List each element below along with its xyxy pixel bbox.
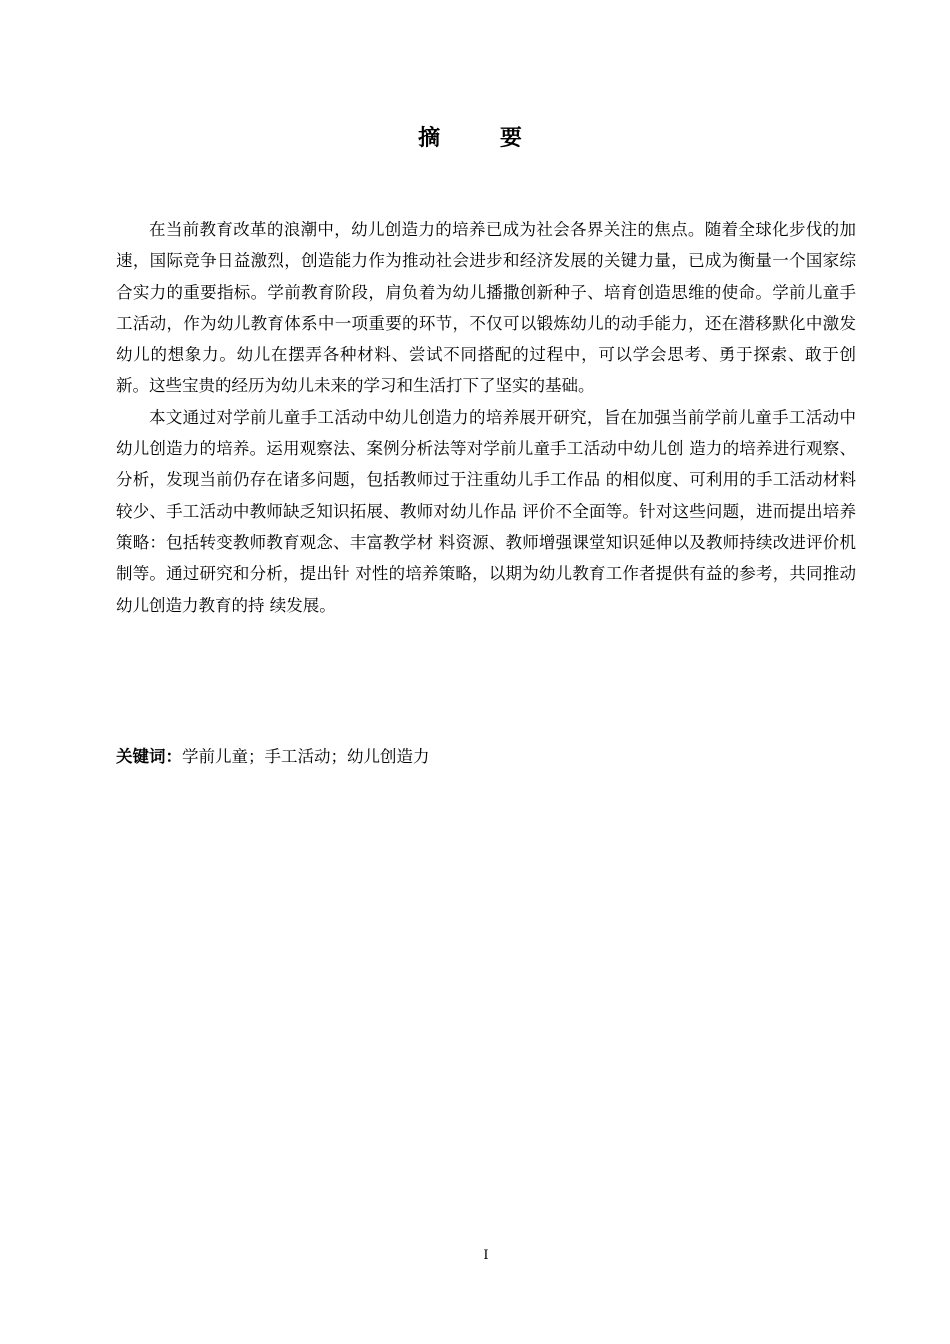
abstract-paragraph-1: 在当前教育改革的浪潮中，幼儿创造力的培养已成为社会各界关注的焦点。随着全球化步伐的加速，国际竞争日益激烈，创造能力作为推动社会进步和经济发展的关键力量，已成为衡量一个国家综合实力的重要指标。学前教育阶段，肩负着为幼儿播撒创新种子、培育创造思维的使命。学前儿童手工活动，作为幼儿教育体系中一项重要的环节，不仅可以锻炼幼儿的动手能力，还在潜移默化中激发幼儿的想象力。幼儿在摆弄各种材料、尝试不同搭配的过程中，可以学会思考、勇于探索、敢于创新。这些宝贵的经历为幼儿未来的学习和生活打下了坚实的基础。: [116, 220, 856, 396]
abstract-paragraph-2: 本文通过对学前儿童手工活动中幼儿创造力的培养展开研究，旨在加强当前学前儿童手工活动中幼儿创造力的培养。运用观察法、案例分析法等对学前儿童手工活动中幼儿创 造力的培养进行观察、分析，发现当前仍存在诸多问题，包括教师过于注重幼儿手工作品 的相似度、可利用的手工活动材料较少、手工活动中教师缺乏知识拓展、教师对幼儿作品 评价不全面等。针对这些问题，进而提出培养策略：包括转变教师教育观念、丰富教学材 料资源、教师增强课堂知识延伸以及教师持续改进评价机制等。通过研究和分析，提出针 对性的培养策略，以期为幼儿教育工作者提供有益的参考，共同推动幼儿创造力教育的持 续发展。: [116, 407, 856, 615]
keywords-line: [116, 741, 856, 772]
abstract-title: 摘 要: [418, 125, 548, 151]
page-number: I: [483, 1248, 489, 1263]
abstract-body: [116, 214, 856, 621]
keywords-value: 学前儿童；手工活动；幼儿创造力: [182, 747, 430, 766]
keywords-label: 关键词：: [116, 747, 182, 766]
